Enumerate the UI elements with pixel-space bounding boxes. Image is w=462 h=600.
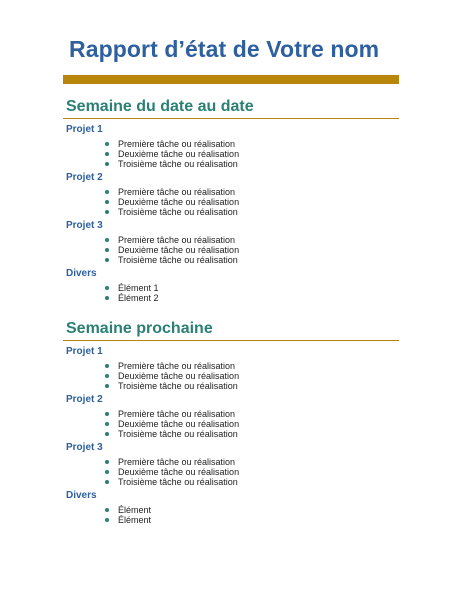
list-item-text: Élément 1 [118,283,159,293]
task-list [66,457,239,487]
group-title: Projet 3 [66,220,103,231]
list-item [66,197,239,207]
list-item-text: Première tâche ou réalisation [118,409,236,419]
task-list [66,409,239,439]
group-title: Divers [66,268,97,279]
list-item [66,505,151,515]
group-this-week-project-1 [66,124,239,169]
bullet-icon [105,152,109,156]
list-item-text: Première tâche ou réalisation [118,235,236,245]
section-heading-this-week: Semaine du date au date [66,98,254,115]
list-item [66,187,239,197]
list-item [66,457,239,467]
task-list [66,139,239,169]
list-item-text: Deuxième tâche ou réalisation [118,149,240,159]
list-item [66,409,239,419]
list-item [66,467,239,477]
bullet-icon [105,190,109,194]
list-item-text: Première tâche ou réalisation [118,457,236,467]
list-item-text: Troisième tâche ou réalisation [118,207,238,217]
list-item-text: Élément 2 [118,293,159,303]
list-item [66,381,239,391]
bullet-icon [105,412,109,416]
page-title: Rapport d’état de Votre nom [69,36,380,62]
bullet-icon [105,460,109,464]
bullet-icon [105,238,109,242]
group-next-week-project-1 [66,346,239,391]
list-item [66,429,239,439]
bullet-icon [105,432,109,436]
bullet-icon [105,210,109,214]
section-rule-this-week [63,118,399,119]
bullet-icon [105,286,109,290]
group-this-week-project-3 [66,220,239,265]
group-this-week-misc [66,268,159,303]
list-item-text: Élément [118,515,152,525]
section-rule-next-week [63,340,399,341]
task-list [66,361,239,391]
bullet-icon [105,508,109,512]
list-item-text: Troisième tâche ou réalisation [118,255,238,265]
group-this-week-project-2 [66,172,239,217]
list-item [66,159,239,169]
task-list [66,187,239,217]
list-item [66,361,239,371]
bullet-icon [105,374,109,378]
group-title: Projet 3 [66,442,103,453]
list-item [66,419,239,429]
list-item-text: Troisième tâche ou réalisation [118,159,238,169]
item-list [66,505,151,525]
list-item [66,139,239,149]
bullet-icon [105,162,109,166]
list-item [66,245,239,255]
group-title: Projet 2 [66,394,103,405]
list-item [66,371,239,381]
list-item-text: Deuxième tâche ou réalisation [118,245,240,255]
task-list [66,235,239,265]
bullet-icon [105,142,109,146]
bullet-icon [105,518,109,522]
list-item [66,515,151,525]
list-item-text: Deuxième tâche ou réalisation [118,419,240,429]
list-item-text: Première tâche ou réalisation [118,187,236,197]
bullet-icon [105,422,109,426]
group-title: Projet 1 [66,124,103,135]
group-title: Projet 2 [66,172,103,183]
list-item-text: Deuxième tâche ou réalisation [118,197,240,207]
bullet-icon [105,248,109,252]
list-item-text: Deuxième tâche ou réalisation [118,371,240,381]
list-item-text: Première tâche ou réalisation [118,361,236,371]
group-next-week-project-3 [66,442,239,487]
list-item [66,283,159,293]
list-item-text: Première tâche ou réalisation [118,139,236,149]
bullet-icon [105,296,109,300]
bullet-icon [105,200,109,204]
list-item [66,207,239,217]
bullet-icon [105,384,109,388]
bullet-icon [105,258,109,262]
item-list [66,283,159,303]
section-heading-next-week: Semaine prochaine [66,320,213,337]
group-title: Divers [66,490,97,501]
bullet-icon [105,470,109,474]
bullet-icon [105,480,109,484]
list-item [66,149,239,159]
list-item [66,477,239,487]
list-item-text: Deuxième tâche ou réalisation [118,467,240,477]
list-item [66,255,239,265]
list-item [66,235,239,245]
list-item-text: Élément [118,505,152,515]
list-item-text: Troisième tâche ou réalisation [118,381,238,391]
bullet-icon [105,364,109,368]
list-item [66,293,159,303]
list-item-text: Troisième tâche ou réalisation [118,429,238,439]
list-item-text: Troisième tâche ou réalisation [118,477,238,487]
group-title: Projet 1 [66,346,103,357]
title-accent-bar [63,75,399,84]
group-next-week-project-2 [66,394,239,439]
group-next-week-misc [66,490,151,525]
